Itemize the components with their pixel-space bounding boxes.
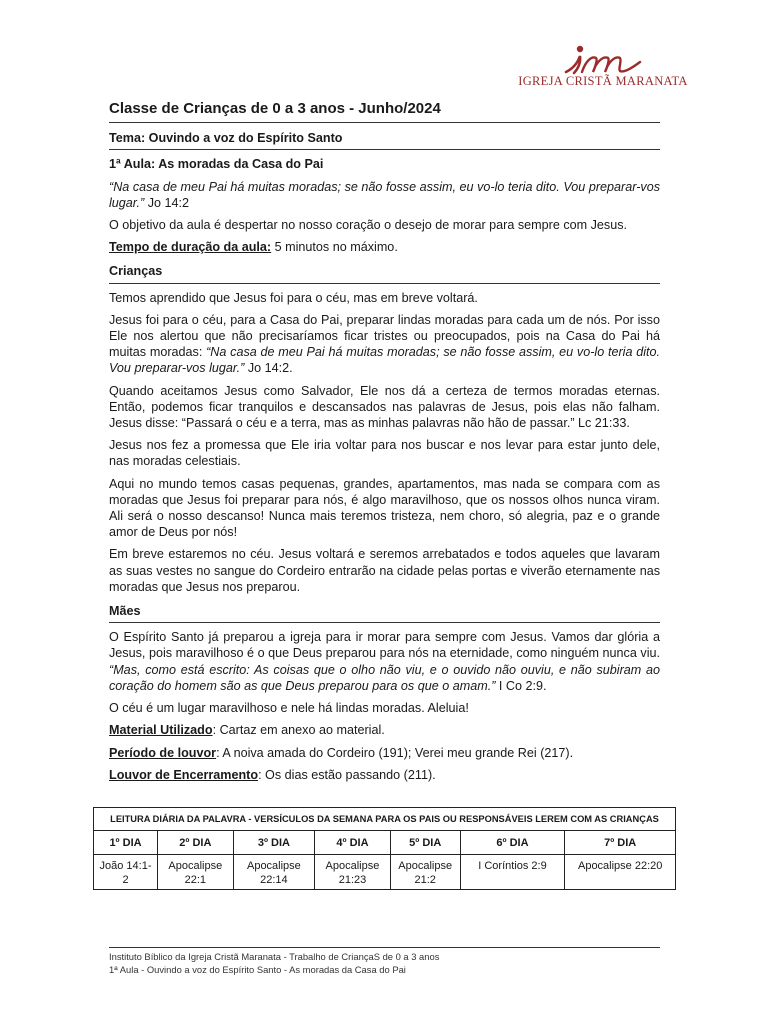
day-header: 3º DIA [233, 831, 314, 855]
day-header: 6º DIA [460, 831, 565, 855]
paragraph: Temos aprendido que Jesus foi para o céu, mas em breve voltará. [109, 290, 478, 305]
footer-line: 1ª Aula - Ouvindo a voz do Espírito Santo - As moradas da Casa do Pai [109, 964, 406, 975]
paragraph [109, 629, 660, 694]
paragraph-text: O Espírito Santo já preparou a igreja para ir morar para sempre com Jesus. Vamos dar glória a Jesus, pois maravilhoso é o que Deus preparou para nós na eternidade, como ninguém nunca viu. [109, 630, 660, 661]
monogram-icon [560, 42, 646, 76]
key-verse [109, 179, 660, 211]
day-reference: Apocalipse 21:2 [390, 855, 460, 890]
louvor-line [109, 745, 660, 761]
key-verse-quote: “Na casa de meu Pai há muitas moradas; se não fosse assim, eu vo-lo teria dito. Vou preparar-vos lugar.” [109, 179, 660, 210]
material-value: : Cartaz em anexo ao material. [212, 723, 385, 738]
encerramento-line [109, 767, 660, 783]
material-label: Material Utilizado [109, 723, 213, 738]
duration-label: Tempo de duração da aula: [109, 240, 272, 255]
page-title: Classe de Crianças de 0 a 3 anos - Junho/2024 [109, 101, 660, 123]
logo-text: IGREJA CRISTÃ MARANATA [518, 74, 688, 88]
church-logo [518, 42, 688, 89]
day-reference: João 14:1-2 [94, 855, 158, 890]
day-reference: Apocalipse 22:14 [233, 855, 314, 890]
paragraph: Aqui no mundo temos casas pequenas, grandes, apartamentos, mas nada se compara com as moradas que Jesus foi preparar para nós, é algo maravilhoso, que os nossos olhos nunca viram. Ali será o nosso descanso! Nunca mais teremos tristeza, nem choro, só alegria, paz e o grande amor de Deus por nós! [109, 476, 660, 540]
paragraph-quote: “Mas, como está escrito: As coisas que o olho não viu, e o ouvido não ouviu, e não subiram ao coração do homem são as que Deus preparou para os que o amam.” [109, 662, 660, 693]
duration-value: 5 minutos no máximo. [271, 240, 398, 255]
section-maes: Mães [109, 603, 660, 623]
daily-reading-table [93, 807, 676, 890]
encerramento-value: : Os dias estão passando (211). [258, 767, 436, 782]
day-header: 2º DIA [158, 831, 234, 855]
lesson-content [109, 101, 660, 783]
key-verse-ref: Jo 14:2 [144, 195, 190, 210]
paragraph: O céu é um lugar maravilhoso e nele há lindas moradas. Aleluia! [109, 701, 469, 716]
section-criancas: Crianças [109, 263, 660, 283]
paragraph: Em breve estaremos no céu. Jesus voltará e seremos arrebatados e todos aqueles que lavaram as suas vestes no sangue do Cordeiro entrarão na cidade pelas portas e viverão eternamente nas moradas que Jesus nos preparou. [109, 547, 660, 594]
footer-line: Instituto Bíblico da Igreja Cristã Maranata - Trabalho de CriançaS de 0 a 3 anos [109, 951, 440, 962]
day-reference: Apocalipse 22:1 [158, 855, 234, 890]
day-reference: Apocalipse 21:23 [315, 855, 391, 890]
paragraph-ref: I Co 2:9. [495, 678, 547, 693]
encerramento-label: Louvor de Encerramento [109, 767, 259, 782]
paragraph-text: Jesus foi para o céu, para a Casa do Pai, preparar lindas moradas para cada um de nós. Por isso Ele nos alertou que não precisaríamos ficar tristes ou preocupados, pois na Casa do Pai há muitas moradas: [109, 312, 660, 360]
day-reference: Apocalipse 22:20 [565, 855, 676, 890]
paragraph: Jesus nos fez a promessa que Ele iria voltar para nos buscar e nos levar para estar junto dele, nas moradas celestiais. [109, 438, 660, 469]
day-reference: I Coríntios 2:9 [460, 855, 565, 890]
louvor-label: Período de louvor [109, 745, 217, 760]
day-header: 1º DIA [94, 831, 158, 855]
reading-table-banner: LEITURA DIÁRIA DA PALAVRA - VERSÍCULOS DA SEMANA PARA OS PAIS OU RESPONSÁVEIS LEREM COM AS CRIANÇAS [94, 808, 676, 831]
day-header: 5º DIA [390, 831, 460, 855]
paragraph-quote: “Na casa de meu Pai há muitas moradas; se não fosse assim, eu vo-lo teria dito. Vou preparar-vos lugar.” [109, 345, 661, 376]
material-line [109, 722, 660, 738]
page-footer [109, 947, 660, 976]
day-header: 7º DIA [565, 831, 676, 855]
paragraph [109, 312, 660, 377]
day-header: 4º DIA [315, 831, 391, 855]
lesson-number: 1ª Aula: As moradas da Casa do Pai [109, 157, 324, 172]
paragraph: Quando aceitamos Jesus como Salvador, Ele nos dá a certeza de termos moradas eternas. Então, podemos ficar tranquilos e descansados nas palavras de Jesus, pois elas não falham. Jesus disse: “Passará o céu e a terra, mas as minhas palavras não hão de passar.” Lc 21:33. [109, 383, 660, 431]
lesson-duration [109, 239, 660, 255]
louvor-value: : A noiva amada do Cordeiro (191); Verei meu grande Rei (217). [216, 745, 574, 760]
paragraph-ref: Jo 14:2. [244, 361, 293, 376]
lesson-objective: O objetivo da aula é despertar no nosso coração o desejo de morar para sempre com Jesus. [109, 218, 628, 233]
lesson-theme: Tema: Ouvindo a voz do Espírito Santo [109, 130, 660, 150]
